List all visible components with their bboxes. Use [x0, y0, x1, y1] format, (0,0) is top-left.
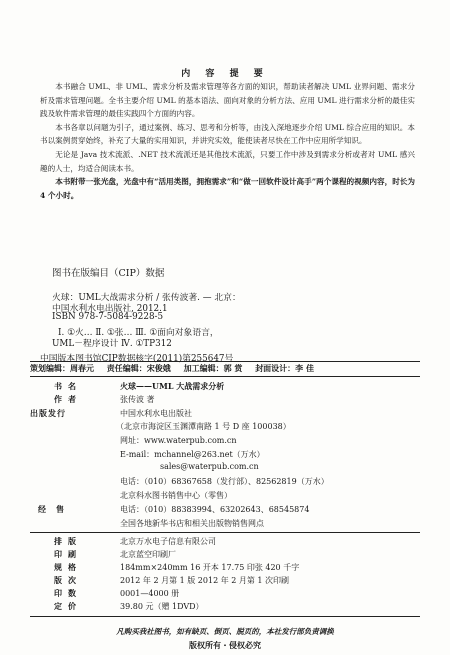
publisher-website: 网址：www.waterpub.com.cn — [120, 436, 237, 445]
author-label: 作者 — [54, 394, 82, 404]
copyright-notice: 版权所有・侵权必究 — [189, 640, 261, 650]
distribution-outlets: 全国各地新华书店和相关出版物销售网点 — [120, 519, 264, 528]
spec-label: 规格 — [54, 562, 82, 572]
count-label-row: 印数 — [54, 588, 82, 598]
divider — [30, 361, 420, 362]
divider — [30, 532, 420, 533]
title-value: 火球——UML 大战需求分析 — [120, 381, 225, 391]
processing-editor: 加工编辑：郭 赏 — [183, 363, 243, 373]
credits-line — [30, 363, 324, 374]
author-value: 张传波 著 — [120, 395, 155, 404]
distribution-phone: 电话：（010）88383994、63202643、68545874 — [120, 505, 310, 514]
divider — [30, 376, 420, 377]
publisher-name: 中国水利水电出版社 — [120, 409, 192, 418]
footer-notice: 凡购买我社图书，如有缺页、倒页、脱页的，本社发行部负责调换 — [116, 627, 334, 636]
summary-paragraph: 本书融合 UML、非 UML、需求分析及需求管理等各方面的知识，帮助读者解决 UML 业界问题、需求分析及需求管理问题。全书主要介绍 UML 的基本语法、面向对象的分析方法、应用 UML 进行需求分析的最佳实践及软件需求管理的最佳实践四个方面的内容。 — [40, 82, 415, 119]
publisher-address: （北京市海淀区玉渊潭南路 1 号 D 座 100038） — [116, 422, 291, 431]
print-value: 北京蓝空印刷厂 — [120, 550, 176, 559]
summary-body — [40, 80, 415, 202]
cip-line: UML－程序设计 Ⅳ. ①TP312 — [52, 339, 172, 349]
summary-paragraph-bold: 本书附带一张光盘，光盘中有“活用类图，拥抱需求”和“做一回软件设计高手”两个课程的视频内容，时长为 4 个小时。 — [40, 177, 415, 200]
cip-isbn: ISBN 978-7-5084-9228-5 — [52, 312, 164, 322]
divider — [30, 616, 420, 617]
title-label: 书名 — [54, 381, 82, 391]
edition-value: 2012 年 2 月第 1 版 2012 年 2 月第 1 次印刷 — [120, 576, 290, 585]
responsible-editor: 责任编辑：宋俊娥 — [106, 363, 171, 373]
print-label: 印刷 — [54, 549, 82, 559]
summary-paragraph: 无论是 Java 技术流派、.NET 技术流派还是其他技术流派，只要工作中涉及到需求分析或者对 UML 感兴趣的人士，均适合阅读本书。 — [40, 149, 415, 173]
publisher-email-sales: sales@waterpub.com.cn — [160, 462, 259, 471]
cover-designer: 封面设计：李 佳 — [255, 363, 314, 373]
planning-editor: 策划编辑：周春元 — [30, 363, 94, 373]
cip-title: 图书在版编目（CIP）数据 — [52, 268, 165, 279]
typeset-label: 排版 — [54, 536, 82, 546]
spec-value: 184mm×240mm 16 开本 17.75 印张 420 千字 — [120, 563, 300, 572]
cip-line: Ⅰ. ①火… Ⅱ. ①张… Ⅲ. ①面向对象语言， — [58, 328, 219, 338]
price-label: 定价 — [54, 601, 82, 611]
summary-title: 内 容 提 要 — [181, 69, 269, 79]
publisher-label: 出版发行 — [30, 408, 66, 418]
cip-line: 中国水利水电出版社, 2012.1 — [52, 304, 168, 314]
edition-label: 版次 — [54, 575, 82, 585]
summary-paragraph: 本书各章以问题为引子，通过案例、练习、思考和分析等，由浅入深地逐步介绍 UML 综合应用的知识。本书以案例贯穿始终，补充了大量的实用知识，并讲究实效，能使读者尽快在工作中应用所学知识。 — [40, 122, 415, 146]
distribution-center: 北京科水图书销售中心（零售） — [120, 491, 232, 500]
cip-core-number: 中国版本图书馆CIP数据核字(2011)第255647号 — [40, 354, 234, 364]
publisher-phone: 电话：（010）68367658（发行部）、82562819（万水） — [120, 477, 329, 486]
count-value: 0001—4000 册 — [120, 589, 180, 598]
typeset-value: 北京万水电子信息有限公司 — [120, 537, 216, 546]
publisher-email: E-mail：mchannel@263.net（万水） — [120, 450, 265, 459]
price-value: 39.80 元（赠 1DVD） — [120, 602, 204, 611]
cip-line: 火球：UML大战需求分析 / 张传波著. — 北京： — [52, 293, 241, 303]
distribution-label: 经售 — [38, 504, 74, 514]
